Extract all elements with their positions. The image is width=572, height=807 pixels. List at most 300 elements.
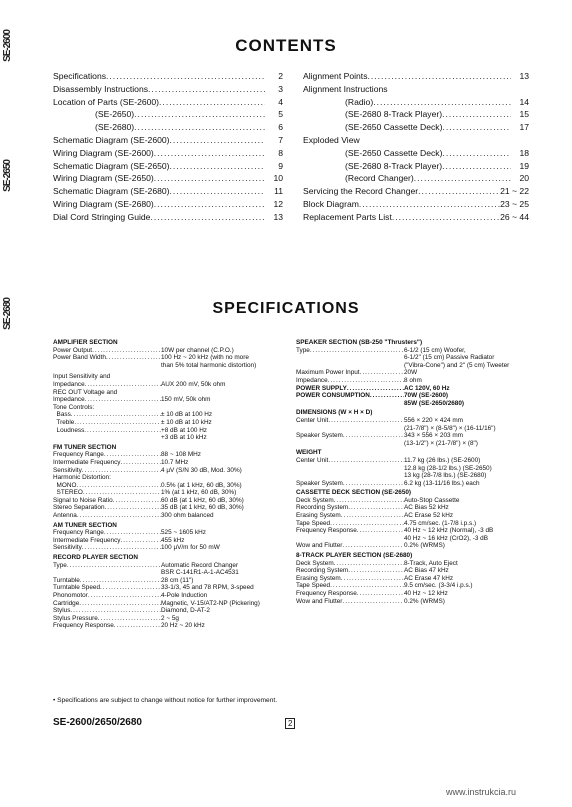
spec-row <box>296 417 532 432</box>
side-label-2: SE-2650 <box>2 160 13 192</box>
spec-label-cell <box>53 592 161 600</box>
spec-value: AC Bias 52 kHz <box>404 504 449 512</box>
footnote: • Specifications are subject to change without notice for further improvement. <box>53 697 278 704</box>
spec-row <box>296 520 532 528</box>
spec-value: 9.5 cm/sec. (3-3/4 i.p.s.) <box>404 582 473 590</box>
spec-value: 33-1/3, 45 and 78 RPM, 3-speed <box>161 584 254 592</box>
spec-label: Power Band Width <box>53 354 106 362</box>
toc-entry <box>53 70 283 83</box>
spec-row <box>296 497 532 505</box>
spec-label: Intermediate Frequency <box>53 458 121 466</box>
spec-label: Antenna <box>53 512 77 520</box>
spec-label-cell <box>53 427 161 442</box>
spec-value: 0.5% (at 1 kHz, 60 dB, 30%) <box>161 481 242 489</box>
toc-dot-leader <box>442 147 511 160</box>
spec-row <box>53 529 285 537</box>
toc-entry-title: Wiring Diagram (SE-2680) <box>53 198 154 209</box>
spec-dot-leader <box>121 537 162 545</box>
spec-value: ± 10 dB at 10 kHz <box>161 418 212 426</box>
spec-dot-leader <box>92 347 161 355</box>
spec-label-cell <box>53 512 161 520</box>
spec-section-heading: 8-TRACK PLAYER SECTION (SE-2680) <box>296 552 413 560</box>
spec-row <box>296 385 532 393</box>
spec-dot-leader <box>104 529 161 537</box>
spec-label: Impedance <box>53 380 85 388</box>
toc-entry-page: 13 <box>519 71 529 81</box>
spec-row <box>53 622 285 630</box>
spec-dot-leader <box>88 592 161 600</box>
spec-dot-leader <box>70 607 161 615</box>
spec-value: 150 mV, 50k ohm <box>161 396 211 404</box>
spec-label: Speaker System <box>296 479 343 487</box>
spec-value: 6.2 kg (13-11/16 lbs.) each <box>404 479 480 487</box>
spec-value: AC Bias 47 kHz <box>404 567 449 575</box>
spec-row <box>296 527 532 542</box>
spec-section-heading: SPEAKER SECTION (SB-250 "Thrusters") <box>296 339 423 346</box>
spec-dot-leader <box>310 347 404 370</box>
spec-row <box>53 389 285 397</box>
specs-right-column <box>296 337 532 605</box>
spec-label: Input Sensitivity and <box>53 373 111 381</box>
spec-section-heading: FM TUNER SECTION <box>53 443 117 451</box>
spec-dot-leader <box>84 427 161 442</box>
spec-value: 2 ~ 5g <box>161 614 179 622</box>
spec-label-cell <box>296 590 404 598</box>
spec-label: Type <box>53 561 67 569</box>
spec-label: Frequency Response <box>296 527 357 535</box>
spec-row <box>53 427 285 442</box>
spec-label-cell <box>53 396 161 404</box>
spec-label: MONO <box>53 481 77 489</box>
toc-dot-leader <box>414 172 511 185</box>
spec-value: 525 ~ 1605 kHz <box>161 529 206 537</box>
spec-label-cell <box>53 544 161 552</box>
spec-label: STEREO <box>53 489 83 497</box>
spec-label: Sensitivity <box>53 544 82 552</box>
spec-row <box>53 467 285 475</box>
spec-label-cell <box>296 432 404 447</box>
toc-entry <box>53 185 283 198</box>
toc-entry-page: 17 <box>519 122 529 133</box>
spec-value: 8-Track, Auto Eject <box>404 559 458 567</box>
spec-value: 88 ~ 108 MHz <box>161 451 201 459</box>
spec-dot-leader <box>348 504 404 512</box>
spec-label: Wow and Flutter <box>296 597 343 605</box>
spec-label: Recording System <box>296 567 349 575</box>
spec-row <box>53 381 285 389</box>
spec-label: Loudness <box>53 426 85 434</box>
spec-row <box>53 592 285 600</box>
toc-entry <box>303 172 529 185</box>
spec-label: Recording System <box>296 504 349 512</box>
toc-dot-leader <box>442 160 511 173</box>
spec-label-cell <box>53 537 161 545</box>
spec-dot-leader <box>328 457 404 480</box>
spec-label-cell <box>53 459 161 467</box>
spec-label: Stylus <box>53 607 71 615</box>
spec-row <box>53 544 285 552</box>
spec-dot-leader <box>348 567 404 575</box>
spec-value: Automatic Record Changer BSR C-141R1-A-1-AC4531 <box>161 561 239 577</box>
spec-value <box>161 474 285 482</box>
toc-dot-leader <box>170 160 265 173</box>
toc-entry <box>53 108 283 121</box>
toc-entry-title: Schematic Diagram (SE-2680) <box>53 186 170 197</box>
toc-entry-page: 18 <box>519 147 529 158</box>
spec-label: Stereo Separation <box>53 504 105 512</box>
spec-label-cell <box>53 607 161 615</box>
spec-label-cell <box>296 497 404 505</box>
spec-row <box>53 482 285 490</box>
spec-label-cell <box>296 520 404 528</box>
toc-entry <box>303 108 529 121</box>
toc-entry-page: 4 <box>278 96 283 107</box>
toc-entry-title: (SE-2680) <box>95 122 135 133</box>
spec-label: Harmonic Distortion: <box>53 474 111 482</box>
spec-section-heading: AM TUNER SECTION <box>53 521 117 529</box>
spec-value: 4-Pole Induction <box>161 592 208 599</box>
spec-value: 20 Hz ~ 20 kHz <box>161 622 205 630</box>
toc-entry-title: Schematic Diagram (SE-2600) <box>53 134 170 145</box>
spec-value <box>161 373 285 381</box>
spec-dot-leader <box>104 451 161 459</box>
spec-dot-leader <box>85 381 161 389</box>
spec-value: 20W <box>404 369 418 377</box>
toc-entry-page: 6 <box>278 122 283 133</box>
toc-entry-title: Disassembly Instructions <box>53 83 149 94</box>
spec-row <box>53 600 285 608</box>
spec-value: 28 cm (11") <box>161 576 194 584</box>
spec-label: POWER CONSUMPTION <box>296 392 370 400</box>
spec-dot-leader <box>334 497 404 505</box>
spec-label: Tape Speed <box>296 519 331 527</box>
spec-value: 4.75 cm/sec. (1-7/8 i.p.s.) <box>404 519 477 527</box>
spec-dot-leader <box>79 600 161 608</box>
toc-entry <box>53 160 283 173</box>
toc-entry-page: 26 ~ 44 <box>500 211 529 222</box>
spec-row <box>296 542 532 550</box>
spec-label: Phonomotor <box>53 592 88 599</box>
spec-row <box>53 411 285 419</box>
spec-section-heading: RECORD PLAYER SECTION <box>53 554 138 562</box>
toc-entry-page: 23 ~ 25 <box>500 198 529 209</box>
toc-entry-page: 9 <box>278 160 283 171</box>
spec-label: Turntable Speed <box>53 584 101 592</box>
toc-entry-page: 21 ~ 22 <box>500 186 529 197</box>
toc-entry <box>53 211 283 224</box>
toc-dot-leader <box>148 83 265 96</box>
toc-dot-leader <box>134 108 265 121</box>
spec-value: 100 Hz ~ 20 kHz (with no more than 5% total harmonic distortion) <box>161 354 257 369</box>
spec-dot-leader <box>83 489 161 497</box>
spec-label-cell <box>296 392 404 407</box>
spec-section-heading: WEIGHT <box>296 449 322 457</box>
spec-label-cell <box>53 529 161 537</box>
spec-label: Bass <box>53 411 71 419</box>
spec-row <box>53 512 285 520</box>
spec-value: Auto-Stop Cassette <box>404 496 460 504</box>
spec-value: 70W (SE-2600) 85W (SE-2650/2680) <box>404 392 465 407</box>
specifications-title: SPECIFICATIONS <box>212 300 360 317</box>
spec-label-cell <box>53 474 161 482</box>
toc-entry-title: Specifications <box>53 71 107 81</box>
toc-dot-leader <box>170 185 265 198</box>
spec-dot-leader <box>106 354 161 369</box>
spec-label-cell <box>53 497 161 505</box>
toc-entry-page: 5 <box>278 109 283 120</box>
spec-label-cell <box>296 417 404 432</box>
spec-dot-leader <box>80 577 161 585</box>
toc-entry-title: Wiring Diagram (SE-2650) <box>53 173 154 184</box>
toc-entry <box>53 147 283 160</box>
spec-row <box>53 504 285 512</box>
spec-dot-leader <box>76 482 161 490</box>
spec-label: Cartridge <box>53 599 80 607</box>
spec-value: 300 ohm balanced <box>161 512 214 520</box>
spec-row <box>53 537 285 545</box>
spec-label: Tape Speed <box>296 582 331 590</box>
spec-value: AC Erase 52 kHz <box>404 512 454 520</box>
spec-row <box>53 354 285 369</box>
toc-entry <box>303 160 529 173</box>
toc-dot-leader <box>154 198 265 211</box>
spec-label-cell <box>296 347 404 370</box>
spec-dot-leader <box>343 432 404 447</box>
spec-dot-leader <box>71 411 161 419</box>
spec-label-cell <box>296 377 404 385</box>
toc-entry-title: (SE-2650 Cassette Deck) <box>345 122 443 133</box>
toc-entry-title: Alignment Points <box>303 71 368 81</box>
page-number: 2 <box>285 718 295 729</box>
spec-dot-leader <box>357 590 404 598</box>
spec-row <box>296 504 532 512</box>
spec-label: Stylus Pressure <box>53 614 98 622</box>
toc-entry-title: Servicing the Record Changer <box>303 186 419 197</box>
contents-title: CONTENTS <box>235 36 337 55</box>
spec-label-cell <box>296 527 404 542</box>
spec-row <box>53 373 285 381</box>
spec-label: Wow and Flutter <box>296 542 343 550</box>
spec-row <box>296 457 532 480</box>
toc-entry <box>303 121 529 134</box>
spec-value: 6-1/2 (15 cm) Woofer, 6-1/2" (15 cm) Passive Radiator ("Vibra-Cone") and 2" (5 cm) Tweeter <box>404 346 510 369</box>
toc-entry-page: 11 <box>274 186 283 197</box>
spec-dot-leader <box>82 544 161 552</box>
spec-dot-leader <box>328 417 404 432</box>
spec-label: Deck System <box>296 496 334 504</box>
spec-value: AUX 200 mV, 50k ohm <box>161 380 226 388</box>
toc-entry <box>303 70 529 83</box>
spec-label-cell <box>296 542 404 550</box>
spec-row <box>296 347 532 370</box>
spec-label-cell <box>53 482 161 490</box>
spec-value: 1% (at 1 kHz, 60 dB, 30%) <box>161 489 237 497</box>
spec-label-cell <box>53 354 161 369</box>
spec-row <box>296 377 532 385</box>
toc-entry-title: (SE-2680 8-Track Player) <box>345 160 443 171</box>
toc-dot-leader <box>368 70 512 83</box>
toc-entry-title: Wiring Diagram (SE-2600) <box>53 147 154 158</box>
spec-value <box>161 404 285 412</box>
spec-row <box>53 489 285 497</box>
toc-entry <box>53 83 283 96</box>
spec-value: AC 120V, 60 Hz <box>404 384 450 392</box>
spec-label: POWER SUPPLY <box>296 384 347 392</box>
toc-dot-leader <box>442 108 511 121</box>
spec-value: 60 dB (at 1 kHz, 60 dB, 30%) <box>161 496 244 504</box>
spec-label-cell <box>53 404 161 412</box>
spec-label: Deck System <box>296 559 334 567</box>
toc-entry <box>53 121 283 134</box>
spec-label: Frequency Range <box>53 451 104 459</box>
spec-row <box>296 598 532 606</box>
spec-section-heading: DIMENSIONS (W × H × D) <box>296 409 373 417</box>
spec-dot-leader <box>360 369 404 377</box>
spec-value: 455 kHz <box>161 536 185 544</box>
spec-section-heading: CASSETTE DECK SECTION (SE-2650) <box>296 489 412 497</box>
spec-label-cell <box>296 512 404 520</box>
toc-entry <box>303 96 529 109</box>
spec-label-cell <box>53 577 161 585</box>
toc-entry <box>303 147 529 160</box>
spec-label-cell <box>296 575 404 583</box>
spec-row <box>296 369 532 377</box>
spec-dot-leader <box>330 520 404 528</box>
spec-label: Intermediate Frequency <box>53 536 121 544</box>
spec-label: Erasing System <box>296 574 341 582</box>
spec-label-cell <box>296 560 404 568</box>
toc-entry-title: (SE-2680 8-Track Player) <box>345 109 443 120</box>
toc-entry-page: 8 <box>278 147 283 158</box>
toc-dot-leader <box>150 211 265 224</box>
spec-row <box>296 582 532 590</box>
spec-label-cell <box>296 369 404 377</box>
toc-entry-page: 10 <box>273 173 283 184</box>
toc-entry-title: (Radio) <box>345 96 374 107</box>
spec-dot-leader <box>85 396 161 404</box>
toc-dot-leader <box>154 147 265 160</box>
spec-label: Power Output <box>53 346 93 354</box>
toc-heading: Alignment Instructions <box>303 83 388 94</box>
toc-dot-leader <box>373 96 511 109</box>
toc-entry <box>53 134 283 147</box>
spec-row <box>53 404 285 412</box>
spec-dot-leader <box>77 512 161 520</box>
spec-row <box>53 607 285 615</box>
spec-row <box>53 396 285 404</box>
spec-dot-leader <box>341 512 404 520</box>
toc-entry-page: 20 <box>519 173 529 184</box>
spec-label-cell <box>53 347 161 355</box>
spec-dot-leader <box>342 598 404 606</box>
spec-label-cell <box>53 467 161 475</box>
spec-section-heading: AMPLIFIER SECTION <box>53 339 118 346</box>
spec-label: Frequency Range <box>53 529 104 537</box>
spec-row <box>53 419 285 427</box>
toc-entry <box>53 96 283 109</box>
spec-row <box>296 432 532 447</box>
spec-row <box>53 584 285 592</box>
toc-entry-title: (Record Changer) <box>345 173 414 184</box>
spec-dot-leader <box>357 527 404 542</box>
spec-row <box>53 459 285 467</box>
spec-dot-leader <box>328 377 404 385</box>
spec-dot-leader <box>330 582 404 590</box>
spec-value: 4 µV (S/N 30 dB, Mod. 30%) <box>161 466 242 474</box>
spec-dot-leader <box>370 392 404 407</box>
toc-left-column <box>53 70 283 224</box>
toc-entry-page: 13 <box>273 211 283 222</box>
spec-row <box>296 512 532 520</box>
toc-entry-page: 14 <box>519 96 529 107</box>
spec-row <box>53 497 285 505</box>
spec-row <box>53 615 285 623</box>
spec-value: 10W per channel (C.P.O.) <box>161 346 234 354</box>
spec-label: Frequency Response <box>296 590 357 597</box>
spec-dot-leader <box>334 560 404 568</box>
spec-label-cell <box>53 411 161 419</box>
spec-row <box>53 347 285 355</box>
spec-dot-leader <box>347 385 404 393</box>
spec-value: 0.2% (WRMS) <box>404 597 445 605</box>
spec-label-cell <box>296 457 404 480</box>
toc-heading: Exploded View <box>303 134 360 145</box>
spec-value: 40 Hz ~ 12 kHz (Normal), -3 dB 40 Hz ~ 16 kHz (CrO2), -3 dB <box>404 527 494 542</box>
spec-value: Magnetic, V-15/AT2-NP (Pickering) <box>161 599 260 607</box>
watermark: www.instrukcia.ru <box>446 787 517 797</box>
spec-label-cell <box>296 480 404 488</box>
toc-entry <box>53 198 283 211</box>
spec-dot-leader <box>100 584 161 592</box>
toc-dot-leader <box>359 198 500 211</box>
spec-dot-leader <box>341 575 404 583</box>
spec-value: 35 dB (at 1 kHz, 60 dB, 30%) <box>161 504 244 512</box>
spec-value: 40 Hz ~ 12 kHz <box>404 590 448 597</box>
spec-dot-leader <box>67 562 161 577</box>
spec-label-cell <box>53 373 161 381</box>
spec-label-cell <box>296 582 404 590</box>
spec-label: Treble <box>53 418 75 426</box>
spec-label: Speaker System <box>296 432 343 440</box>
spec-row <box>296 567 532 575</box>
toc-dot-leader <box>442 121 511 134</box>
spec-dot-leader <box>343 480 404 488</box>
toc-entry-title: Location of Parts (SE-2600) <box>53 96 160 107</box>
spec-label: Erasing System <box>296 512 341 520</box>
spec-label-cell <box>296 504 404 512</box>
toc-entry-title: (SE-2650) <box>95 109 135 120</box>
toc-entry-title: Schematic Diagram (SE-2650) <box>53 160 170 171</box>
spec-label: Frequency Response <box>53 622 114 630</box>
spec-dot-leader <box>74 419 161 427</box>
spec-value: 10.7 MHz <box>161 458 189 466</box>
side-label-1: SE-2600 <box>2 30 13 62</box>
toc-entry <box>303 211 529 224</box>
spec-dot-leader <box>114 622 161 630</box>
spec-label-cell <box>53 600 161 608</box>
toc-entry-title: Block Diagram <box>303 198 359 209</box>
spec-label: Tone Controls: <box>53 403 95 411</box>
spec-value: 11.7 kg (26 lbs.) (SE-2600) 12.8 kg (28-1/2 lbs.) (SE-2650) 13 kg (28-7/8 lbs.) (SE-2680) <box>404 456 492 480</box>
toc-entry-title: (SE-2650 Cassette Deck) <box>345 147 443 158</box>
spec-label: Maximum Power Input <box>296 369 360 377</box>
spec-dot-leader <box>105 504 161 512</box>
toc-dot-leader <box>418 185 500 198</box>
spec-label-cell <box>53 489 161 497</box>
spec-value: 0.2% (WRMS) <box>404 542 445 550</box>
spec-row <box>53 577 285 585</box>
toc-entry <box>53 172 283 185</box>
